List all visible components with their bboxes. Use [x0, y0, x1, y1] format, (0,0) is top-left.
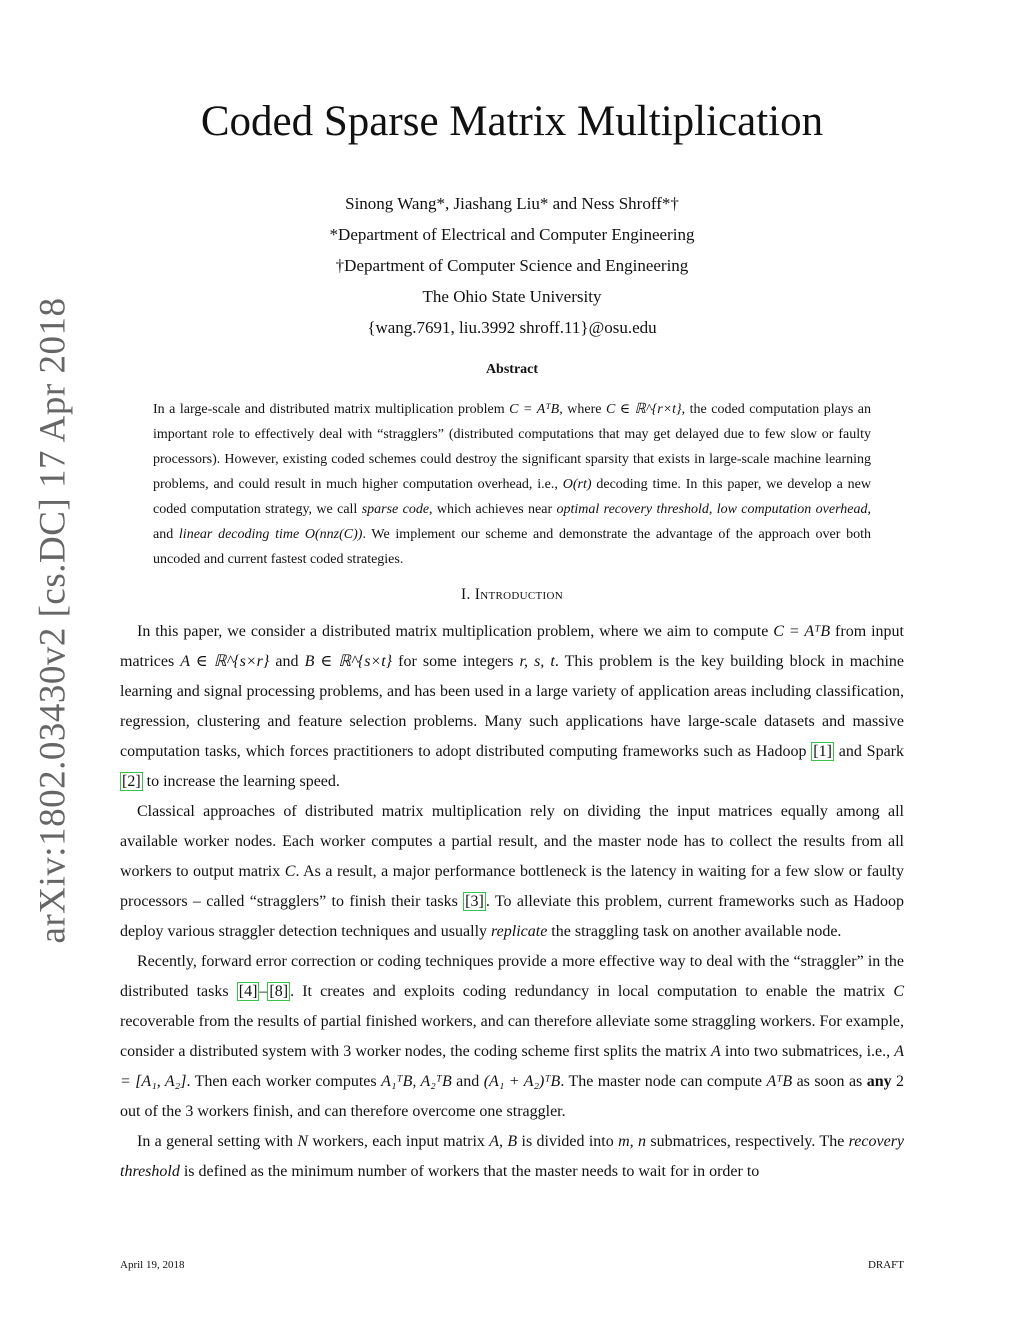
- affiliation-cse: †Department of Computer Science and Engineering: [335, 256, 689, 275]
- citation-link[interactable]: [3]: [465, 893, 484, 910]
- math-inline: C: [284, 863, 296, 880]
- paragraph: In a general setting with N workers, each input matrix A, B is divided into m, n submatrices, respectively. The recovery threshold is defined as the minimum number of workers that the master needs to wait for in order to: [120, 1133, 905, 1180]
- emphasis: optimal recovery threshold: [556, 502, 709, 517]
- math-inline: A ∈ ℝ^{s×r}: [180, 653, 270, 670]
- citation-link[interactable]: [8]: [269, 983, 289, 1000]
- author-emails: {wang.7691, liu.3992 shroff.11}@osu.edu: [367, 318, 657, 337]
- math-inline: r, s, t: [519, 653, 555, 670]
- math-inline: A₁ᵀB, A₂ᵀB: [381, 1073, 452, 1090]
- arxiv-identifier-text: arXiv:1802.03430v2 [cs.DC] 17 Apr 2018: [32, 297, 74, 943]
- footer-date: April 19, 2018: [120, 1259, 185, 1271]
- emphasis: replicate: [491, 923, 548, 940]
- footer-status: DRAFT: [867, 1259, 904, 1271]
- citation-link[interactable]: [4]: [238, 983, 258, 1000]
- math-inline: A, B: [489, 1133, 518, 1150]
- abstract-text: In a large-scale and distributed matrix multiplication problem C = AᵀB, where C ∈ ℝ^{r×t}, the coded computation plays an important role to effectively deal with “stragglers” (distributed computations that may get delayed due to few slow or faulty processors). However, existing coded schemes could destroy the significant sparsity that exists in large-scale machine learning problems, and could result in much higher computation overhead, i.e., O(rt) decoding time. In this paper, we develop a new coded computation strategy, we call sparse code, which achieves near optimal recovery threshold, low computation overhead, and linear decoding time O(nnz(C)). We implement our scheme and demonstrate the advantage of the approach over both uncoded and current fastest coded strategies.: [153, 402, 872, 567]
- citation-link[interactable]: [2]: [122, 773, 141, 790]
- math-inline: C: [893, 983, 905, 1000]
- math-inline: C = AᵀB: [773, 623, 831, 640]
- introduction-body: [120, 617, 904, 1187]
- citation-link[interactable]: [1]: [813, 743, 832, 760]
- math-inline: (A₁ + A₂)ᵀB: [483, 1073, 561, 1090]
- bold-text: any: [866, 1073, 892, 1090]
- math-inline: m, n: [618, 1133, 646, 1150]
- emphasis: sparse code: [361, 502, 430, 517]
- math-inline: A: [711, 1043, 721, 1060]
- math-inline: C ∈ ℝ^{r×t}: [605, 402, 682, 417]
- math-inline: O(nnz(C)): [299, 527, 363, 542]
- section-heading-introduction: I. Introduction: [460, 586, 563, 603]
- affiliation-ece: *Department of Electrical and Computer Engineering: [329, 225, 695, 244]
- paragraph: Recently, forward error correction or coding techniques provide a more effective way to deal with the “straggler” in the distributed tasks [4] – [8] . It creates and exploits coding redundancy in local computation to enable the matrix C recoverable from the results of partial finished workers, and can therefore alleviate some straggling workers. For example, consider a distributed system with 3 worker nodes, the coding scheme first splits the matrix A into two submatrices, i.e., A = [A₁, A₂]. Then each worker computes A₁ᵀB, A₂ᵀB and (A₁ + A₂)ᵀB. The master node can compute AᵀB as soon as any 2 out of the 3 workers finish, and can therefore overcome one straggler.: [120, 953, 905, 1120]
- abstract-heading: Abstract: [485, 362, 539, 377]
- author-block: [0, 188, 1024, 343]
- emphasis: low computation overhead: [716, 502, 868, 517]
- arxiv-identifier: [28, 290, 78, 950]
- paragraph: Classical approaches of distributed matrix multiplication rely on dividing the input matrices equally among all available worker nodes. Each worker computes a partial result, and the master node has to collect the results from all workers to output matrix C. As a result, a major performance bottleneck is the latency in waiting for a few slow or faulty processors – called “stragglers” to finish their tasks [3] . To alleviate this problem, current frameworks such as Hadoop deploy various straggler detection techniques and usually replicate the straggling task on another available node.: [120, 803, 904, 940]
- math-inline: N: [297, 1133, 309, 1150]
- author-names: Sinong Wang*, Jiashang Liu* and Ness Shroff*†: [345, 194, 679, 213]
- paragraph: In this paper, we consider a distributed matrix multiplication problem, where we aim to compute C = AᵀB from input matrices A ∈ ℝ^{s×r} and B ∈ ℝ^{s×t} for some integers r, s, t. This problem is the key building block in machine learning and signal processing problems, and has been used in a large variety of application areas including classification, regression, clustering and feature selection problems. Many such applications have large-scale datasets and massive computation tasks, which forces practitioners to adopt distributed computing frameworks such as Hadoop [1] and Spark [2] to increase the learning speed.: [120, 623, 905, 790]
- math-inline: B ∈ ℝ^{s×t}: [304, 653, 393, 670]
- math-inline: A = [A₁, A₂]: [120, 1043, 905, 1090]
- emphasis: recovery threshold: [120, 1133, 905, 1180]
- math-inline: AᵀB: [766, 1073, 793, 1090]
- math-inline: C = AᵀB: [509, 402, 560, 417]
- affiliation-university: The Ohio State University: [422, 287, 602, 306]
- math-inline: O(rt): [562, 477, 592, 492]
- paper-title: Coded Sparse Matrix Multiplication: [200, 98, 824, 145]
- emphasis: linear decoding time: [178, 527, 300, 542]
